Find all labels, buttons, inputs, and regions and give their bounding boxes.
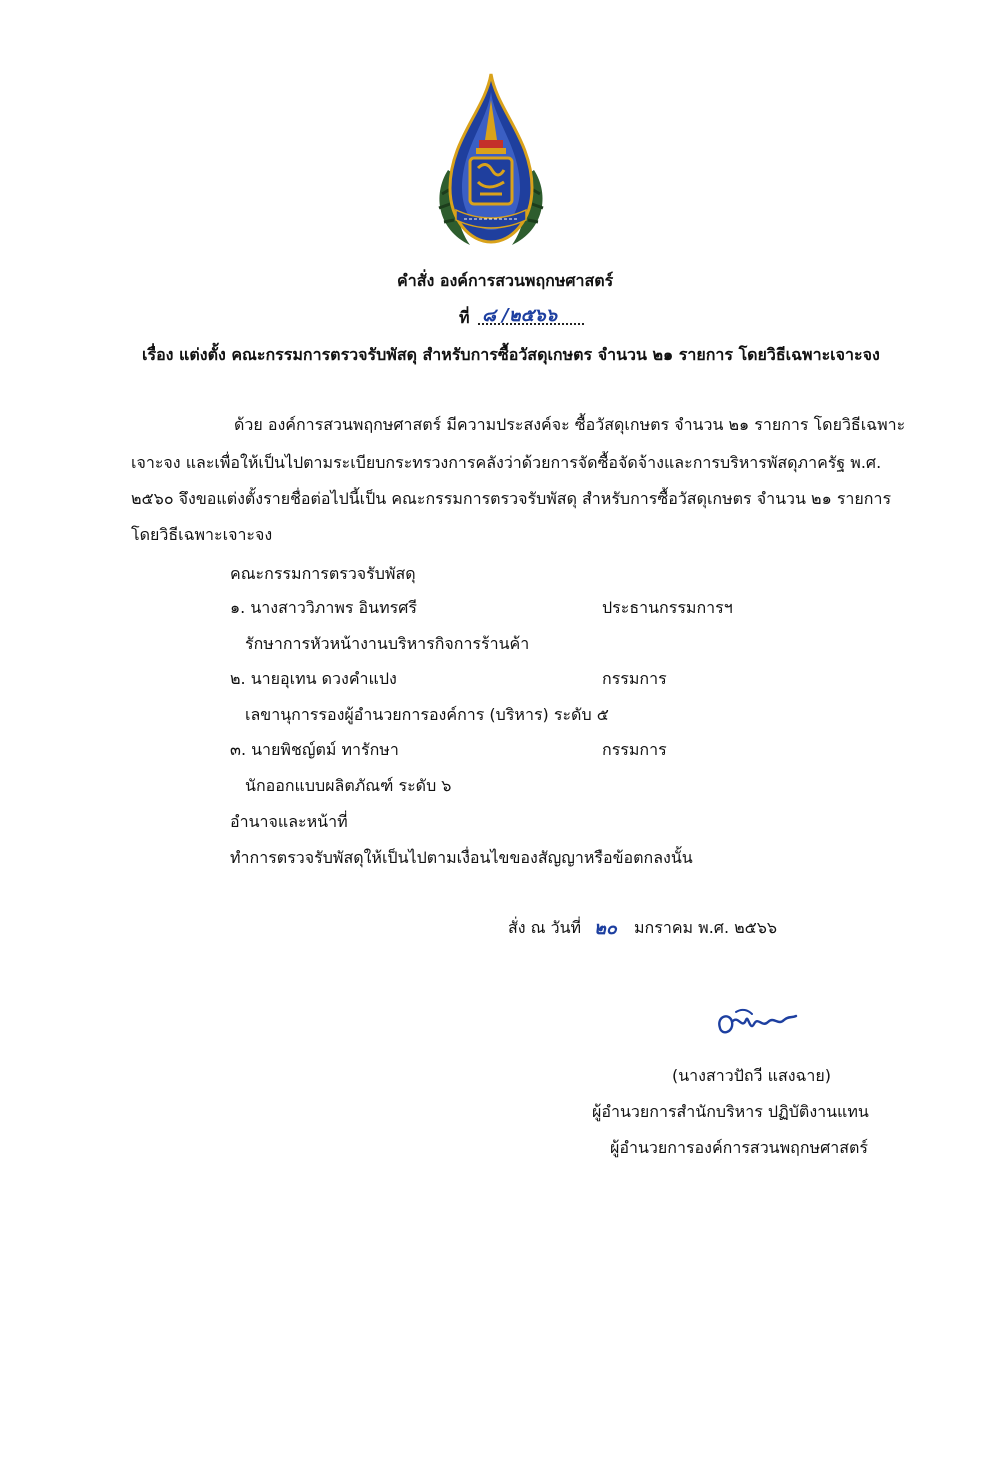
committee-heading: คณะกรรมการตรวจรับพัสดุ [230,564,416,583]
duty-heading: อำนาจและหน้าที่ [230,812,348,831]
member-position: เลขานุการรองผู้อำนวยการองค์การ (บริหาร) ระดับ ๕ [245,705,609,724]
signatory-title-line-1: ผู้อำนวยการสำนักบริหาร ปฏิบัติงานแทน [592,1102,869,1121]
member-position: รักษาการหัวหน้างานบริหารกิจการร้านค้า [245,634,530,653]
order-date-prefix: สั่ง ณ วันที่ [508,918,582,937]
member-name: ๓. นายพิชญ์ตม์ ทารักษา [230,740,399,759]
body-line-4: โดยวิธีเฉพาะเจาะจง [131,525,273,544]
order-number-label: ที่ [459,308,470,327]
body-line-1: ด้วย องค์การสวนพฤกษศาสตร์ มีความประสงค์จะ ซื้อวัสดุเกษตร จำนวน ๒๑ รายการ โดยวิธีเฉพาะ [234,415,906,434]
member-role: ประธานกรรมการฯ [602,598,733,617]
member-name: ๒. นายอุเทน ดวงคำแปง [230,669,397,688]
body-line-2: เจาะจง และเพื่อให้เป็นไปตามระเบียบกระทรวงการคลังว่าด้วยการจัดซื้อจัดจ้างและการบริหารพัสดุภาครัฐ พ.ศ. [131,453,882,472]
order-number-dotted-line [478,323,584,325]
order-date-rest: มกราคม พ.ศ. ๒๕๖๖ [634,918,778,937]
order-subject: เรื่อง แต่งตั้ง คณะกรรมการตรวจรับพัสดุ สำหรับการซื้อวัสดุเกษตร จำนวน ๒๑ รายการ โดยวิธีเฉพาะเจาะจง [142,345,880,364]
member-name: ๑. นางสาววิภาพร อินทรศรี [230,598,417,617]
member-role: กรรมการ [602,740,667,759]
signatory-title-line-2: ผู้อำนวยการองค์การสวนพฤกษศาสตร์ [610,1138,868,1157]
signatory-name: (นางสาวปัถวี แสงฉาย) [672,1066,832,1085]
handwritten-signature [712,1006,802,1046]
body-line-3: ๒๕๖๐ จึงขอแต่งตั้งรายชื่อต่อไปนี้เป็น คณะกรรมการตรวจรับพัสดุ สำหรับการซื้อวัสดุเกษตร จำนวน ๒๑ รายการ [131,489,892,508]
order-date-day-handwritten: ๒๐ [594,918,617,939]
order-number-handwritten: ๘ /๒๕๖๖ [482,305,558,326]
organization-seal-logo [430,70,552,255]
member-role: กรรมการ [602,669,667,688]
order-title: คำสั่ง องค์การสวนพฤกษศาสตร์ [397,271,614,290]
duty-text: ทำการตรวจรับพัสดุให้เป็นไปตามเงื่อนไขของสัญญาหรือข้อตกลงนั้น [230,848,693,867]
member-position: นักออกแบบผลิตภัณฑ์ ระดับ ๖ [245,776,452,795]
